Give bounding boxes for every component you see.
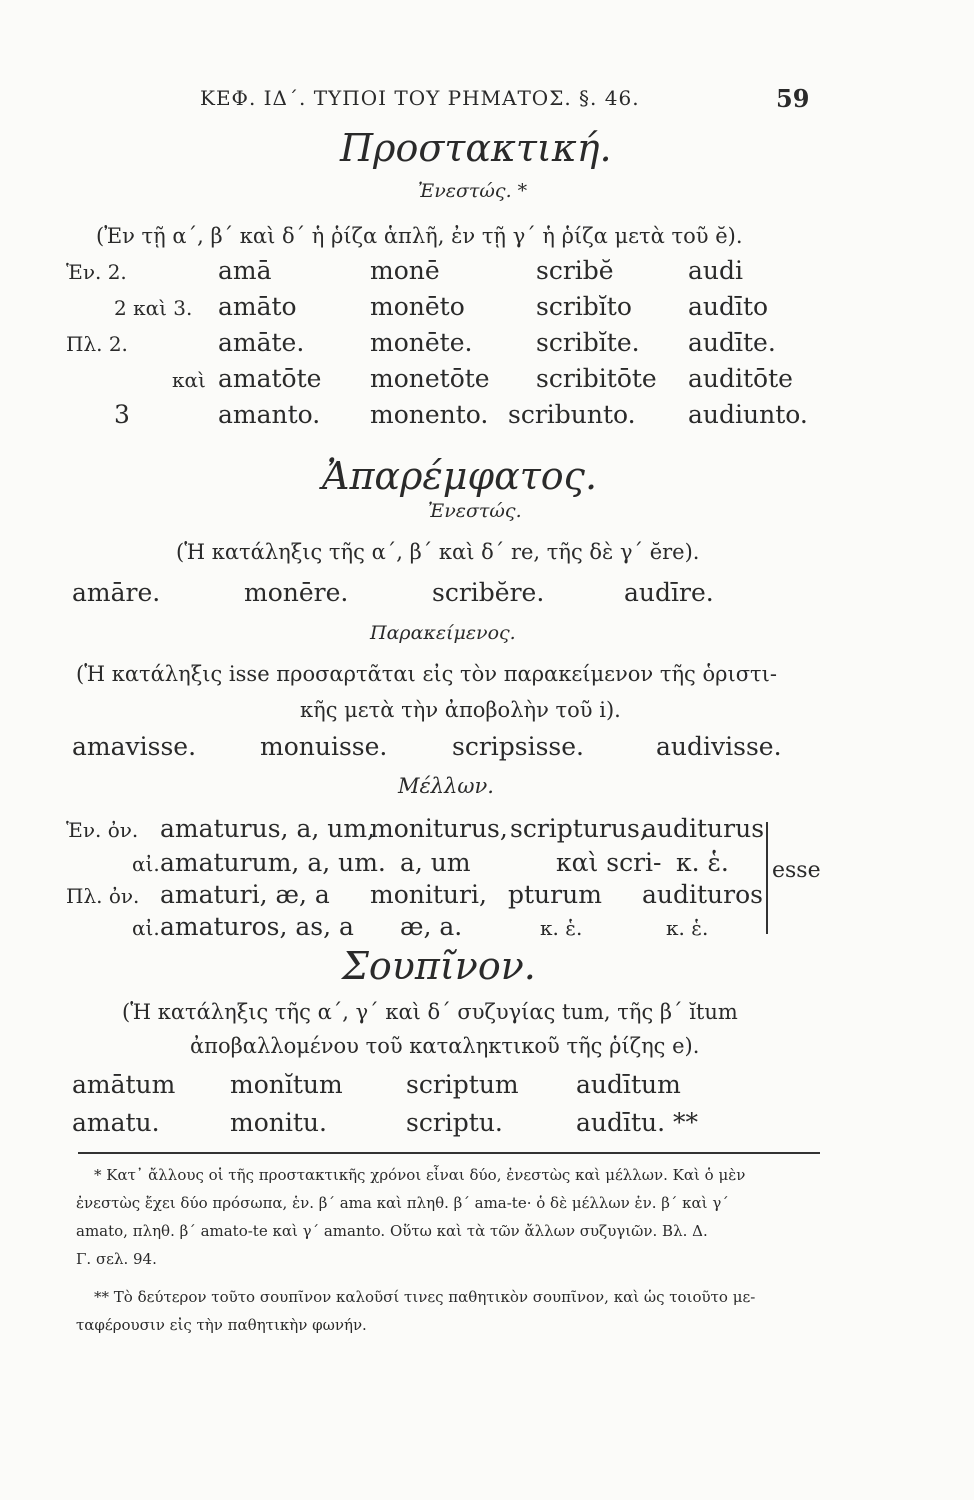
row-label: 2 καὶ 3. xyxy=(114,296,193,320)
form-scribo: scribunto. xyxy=(508,400,636,429)
form-moneo: monitu. xyxy=(230,1108,327,1137)
form-moneo: monēre. xyxy=(244,578,349,607)
infinitive-perfect-tense: Παρακείμενος. xyxy=(370,622,516,644)
supine-note-line1: (Ἡ κατάληξις τῆς α΄, γ΄ καὶ δ΄ συζυγίας tum, τῆς β΄ ĭtum xyxy=(122,1000,738,1024)
form-scribo: pturum xyxy=(508,880,602,909)
imperative-row xyxy=(0,400,974,430)
infinitive-perfect-row xyxy=(0,732,974,762)
footnote-divider xyxy=(78,1152,820,1154)
form-moneo: monĭtum xyxy=(230,1070,343,1099)
form-scribo: scribĭte. xyxy=(536,328,640,357)
form-amo: amatu. xyxy=(72,1108,160,1137)
form-amo: amā xyxy=(218,256,272,285)
form-audio: audiunto. xyxy=(688,400,808,429)
form-moneo: monēto xyxy=(370,292,465,321)
form-scribo: κ. ἑ. xyxy=(540,916,583,940)
form-moneo: monuisse. xyxy=(260,732,388,761)
supine-note-line2: ἀποβαλλομένου τοῦ καταληκτικοῦ τῆς ῥίζης e). xyxy=(190,1034,700,1058)
form-scribo: scripturus, xyxy=(510,814,648,843)
form-scribo: scribĭto xyxy=(536,292,632,321)
form-moneo: monituri, xyxy=(370,880,487,909)
form-moneo: monēte. xyxy=(370,328,473,357)
form-audio: audīre. xyxy=(624,578,714,607)
footnote-1-line: ἐνεστὼς ἔχει δύο πρόσωπα, ἑν. β΄ ama καὶ πληθ. β΄ ama-te· ὁ δὲ μέλλων ἑν. β΄ καὶ γ΄ xyxy=(76,1194,729,1212)
row-label: Πλ. ὀν. xyxy=(66,884,140,908)
row-label: 3 xyxy=(114,400,130,429)
form-amo: amāre. xyxy=(72,578,161,607)
esse-label: esse xyxy=(772,858,821,883)
future-row xyxy=(0,848,974,878)
form-audio: audi xyxy=(688,256,744,285)
footnote-1-line: * Κατ᾽ ἄλλους οἱ τῆς προστακτικῆς χρόνοι εἶναι δύο, ἐνεστὼς καὶ μέλλων. Καὶ ὁ μὲν xyxy=(94,1166,746,1184)
form-scribo: scripsisse. xyxy=(452,732,585,761)
form-amo: amaturi, æ, a xyxy=(160,880,330,909)
form-amo: amaturum, a, um. xyxy=(160,848,386,877)
form-audio: audituros xyxy=(642,880,763,909)
infinitive-perfect-note-line1: (Ἡ κατάληξις isse προσαρτᾶται εἰς τὸν παρακείμενον τῆς ὁριστι- xyxy=(76,662,777,686)
form-moneo: monē xyxy=(370,256,440,285)
form-moneo: æ, a. xyxy=(400,912,463,941)
imperative-note: (Ἐν τῇ α΄, β΄ καὶ δ΄ ἡ ῥίζα ἁπλῆ, ἐν τῇ γ΄ ἡ ῥίζα μετὰ τοῦ ĕ). xyxy=(96,224,743,248)
form-amo: amavisse. xyxy=(72,732,197,761)
form-audio: audītu. ** xyxy=(576,1108,699,1137)
form-scribo: scribĕre. xyxy=(432,578,545,607)
imperative-row xyxy=(0,292,974,322)
form-moneo: monetōte xyxy=(370,364,490,393)
infinitive-present-tense: Ἐνεστώς. xyxy=(428,500,522,522)
row-label: αἰ. xyxy=(132,852,160,876)
form-scribo: scriptu. xyxy=(406,1108,503,1137)
form-moneo: moniturus, xyxy=(370,814,508,843)
supine-row xyxy=(0,1070,974,1100)
form-scribo: scribĕ xyxy=(536,256,614,285)
form-audio: auditōte xyxy=(688,364,793,393)
form-audio: audīto xyxy=(688,292,769,321)
form-moneo: a, um xyxy=(400,848,471,877)
infinitive-heading: Ἀπαρέμφατος. xyxy=(322,454,598,498)
form-amo: amāte. xyxy=(218,328,305,357)
supine-heading: Σουπῖνον. xyxy=(342,944,536,988)
future-row xyxy=(0,880,974,910)
form-amo: amātum xyxy=(72,1070,176,1099)
footnote-2-line: ταφέρουσιν εἰς τὴν παθητικὴν φωνήν. xyxy=(76,1316,367,1334)
supine-row xyxy=(0,1108,974,1138)
row-label: Ἑν. ὀν. xyxy=(66,818,139,842)
form-audio: audīte. xyxy=(688,328,776,357)
form-amo: amāto xyxy=(218,292,297,321)
imperative-tense: Ἐνεστώς. * xyxy=(418,180,528,202)
imperative-row xyxy=(0,328,974,358)
footnote-1-line: Γ. σελ. 94. xyxy=(76,1250,157,1268)
imperative-row xyxy=(0,256,974,286)
form-scribo: καὶ scri- xyxy=(556,848,662,877)
form-audio: auditurus xyxy=(642,814,765,843)
form-audio: audivisse. xyxy=(656,732,782,761)
row-label: Ἑν. 2. xyxy=(66,260,127,284)
form-amo: amaturus, a, um, xyxy=(160,814,375,843)
row-label: Πλ. 2. xyxy=(66,332,128,356)
row-label: καὶ xyxy=(172,368,206,392)
infinitive-present-note: (Ἡ κατάληξις τῆς α΄, β΄ καὶ δ΄ re, τῆς δὲ γ΄ ĕre). xyxy=(176,540,700,564)
form-scribo: scriptum xyxy=(406,1070,519,1099)
imperative-heading: Προστακτική. xyxy=(340,126,612,170)
row-label: αἰ. xyxy=(132,916,160,940)
form-moneo: monento. xyxy=(370,400,489,429)
footnote-1-line: amato, πληθ. β΄ amato-te καὶ γ΄ amanto. Οὕτω καὶ τὰ τῶν ἄλλων συζυγιῶν. Βλ. Δ. xyxy=(76,1222,708,1240)
footnote-2-line: ** Τὸ δεύτερον τοῦτο σουπῖνον καλοῦσί τινες παθητικὸν σουπῖνον, καὶ ὡς τοιοῦτο με- xyxy=(94,1288,756,1306)
form-audio: κ. ἑ. xyxy=(666,916,709,940)
form-amo: amaturos, as, a xyxy=(160,912,354,941)
right-brace xyxy=(758,822,768,934)
form-audio: audītum xyxy=(576,1070,681,1099)
form-scribo: scribitōte xyxy=(536,364,657,393)
imperative-row xyxy=(0,364,974,394)
future-row xyxy=(0,814,974,844)
page-number: 59 xyxy=(776,84,810,113)
running-title: ΚΕΦ. ΙΔ΄. ΤΥΠΟΙ ΤΟΥ ΡΗΜΑΤΟΣ. §. 46. xyxy=(200,86,640,110)
infinitive-present-row xyxy=(0,578,974,608)
infinitive-future-tense: Μέλλων. xyxy=(398,774,494,798)
form-amo: amanto. xyxy=(218,400,321,429)
infinitive-perfect-note-line2: κῆς μετὰ τὴν ἀποβολὴν τοῦ i). xyxy=(300,698,621,722)
future-row xyxy=(0,912,974,942)
form-amo: amatōte xyxy=(218,364,322,393)
form-audio: κ. ἑ. xyxy=(676,848,729,877)
